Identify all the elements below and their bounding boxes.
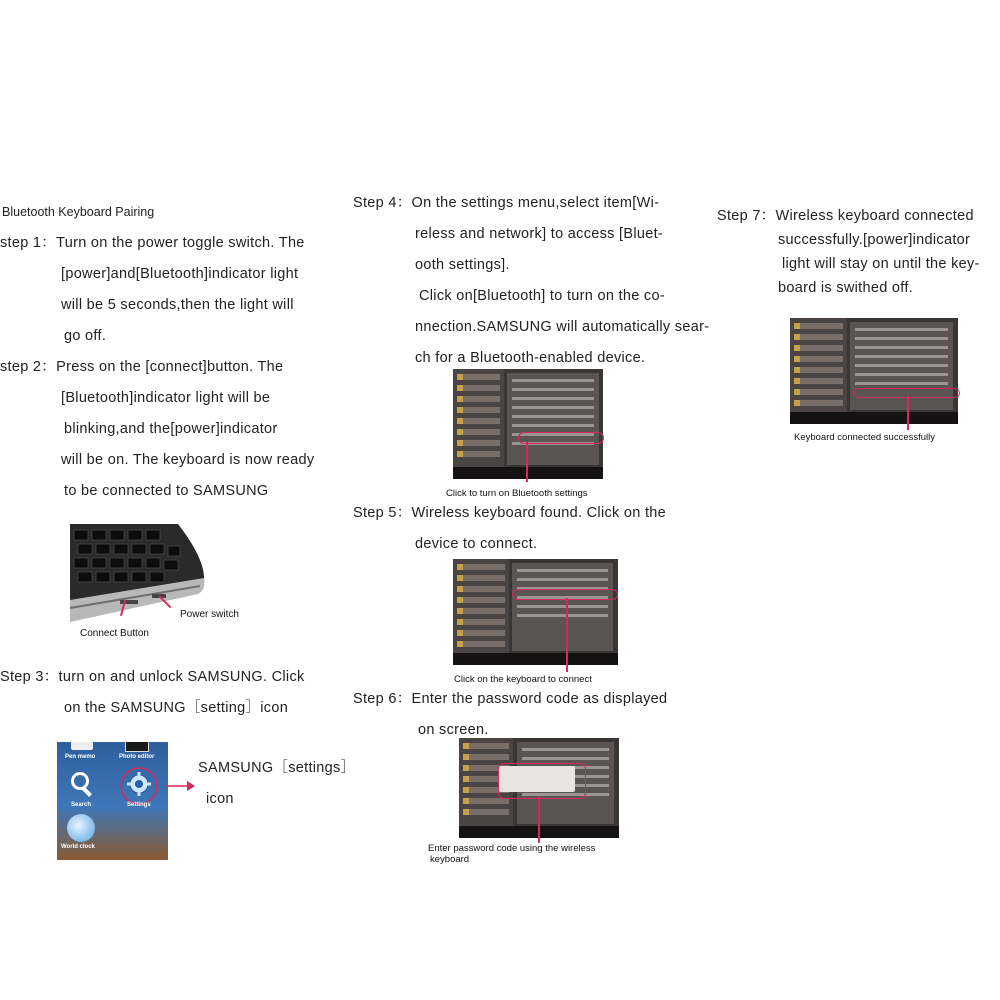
- keyboard-pointer: [566, 598, 568, 672]
- samsung-settings-caption-2: icon: [206, 791, 234, 807]
- search-label: Search: [71, 802, 92, 808]
- password-highlight: [498, 763, 586, 799]
- photo-editor-label: Photo editor: [119, 754, 155, 760]
- connected-screenshot: [790, 318, 958, 424]
- world-clock-label: World clock: [61, 844, 95, 850]
- search-icon: [71, 772, 89, 790]
- connected-pointer: [907, 396, 909, 430]
- keyboard-connect-caption: Click on the keyboard to connect: [454, 674, 592, 685]
- bluetooth-pointer: [526, 442, 528, 482]
- pen-memo-label: Pen memo: [65, 754, 96, 760]
- arrow-right-icon: [165, 780, 195, 792]
- settings-gear-icon[interactable]: [119, 766, 159, 806]
- password-pointer: [538, 797, 540, 843]
- password-caption-2: keyboard: [430, 854, 470, 865]
- bluetooth-settings-screenshot: [453, 369, 603, 479]
- document-title: Bluetooth Keyboard Pairing: [2, 205, 155, 219]
- app-icons-screenshot: [57, 742, 168, 860]
- bluetooth-settings-caption: Click to turn on Bluetooth settings: [446, 488, 588, 499]
- settings-label: Settings: [127, 802, 151, 808]
- search-icon-handle: [82, 787, 92, 797]
- world-clock-icon: [67, 814, 95, 842]
- photo-editor-icon: [125, 742, 149, 752]
- connected-caption: Keyboard connected successfully: [794, 432, 935, 443]
- power-switch-caption: Power switch: [180, 609, 239, 620]
- connect-button-caption: Connect Button: [80, 628, 149, 639]
- keyboard-highlight: [512, 589, 618, 600]
- samsung-settings-caption-1: SAMSUNG［settings］: [198, 760, 356, 776]
- password-caption-1: Enter password code using the wireless: [428, 843, 596, 854]
- pen-memo-icon: [71, 742, 93, 750]
- bluetooth-highlight: [518, 432, 604, 444]
- keyboard-found-screenshot: [453, 559, 618, 665]
